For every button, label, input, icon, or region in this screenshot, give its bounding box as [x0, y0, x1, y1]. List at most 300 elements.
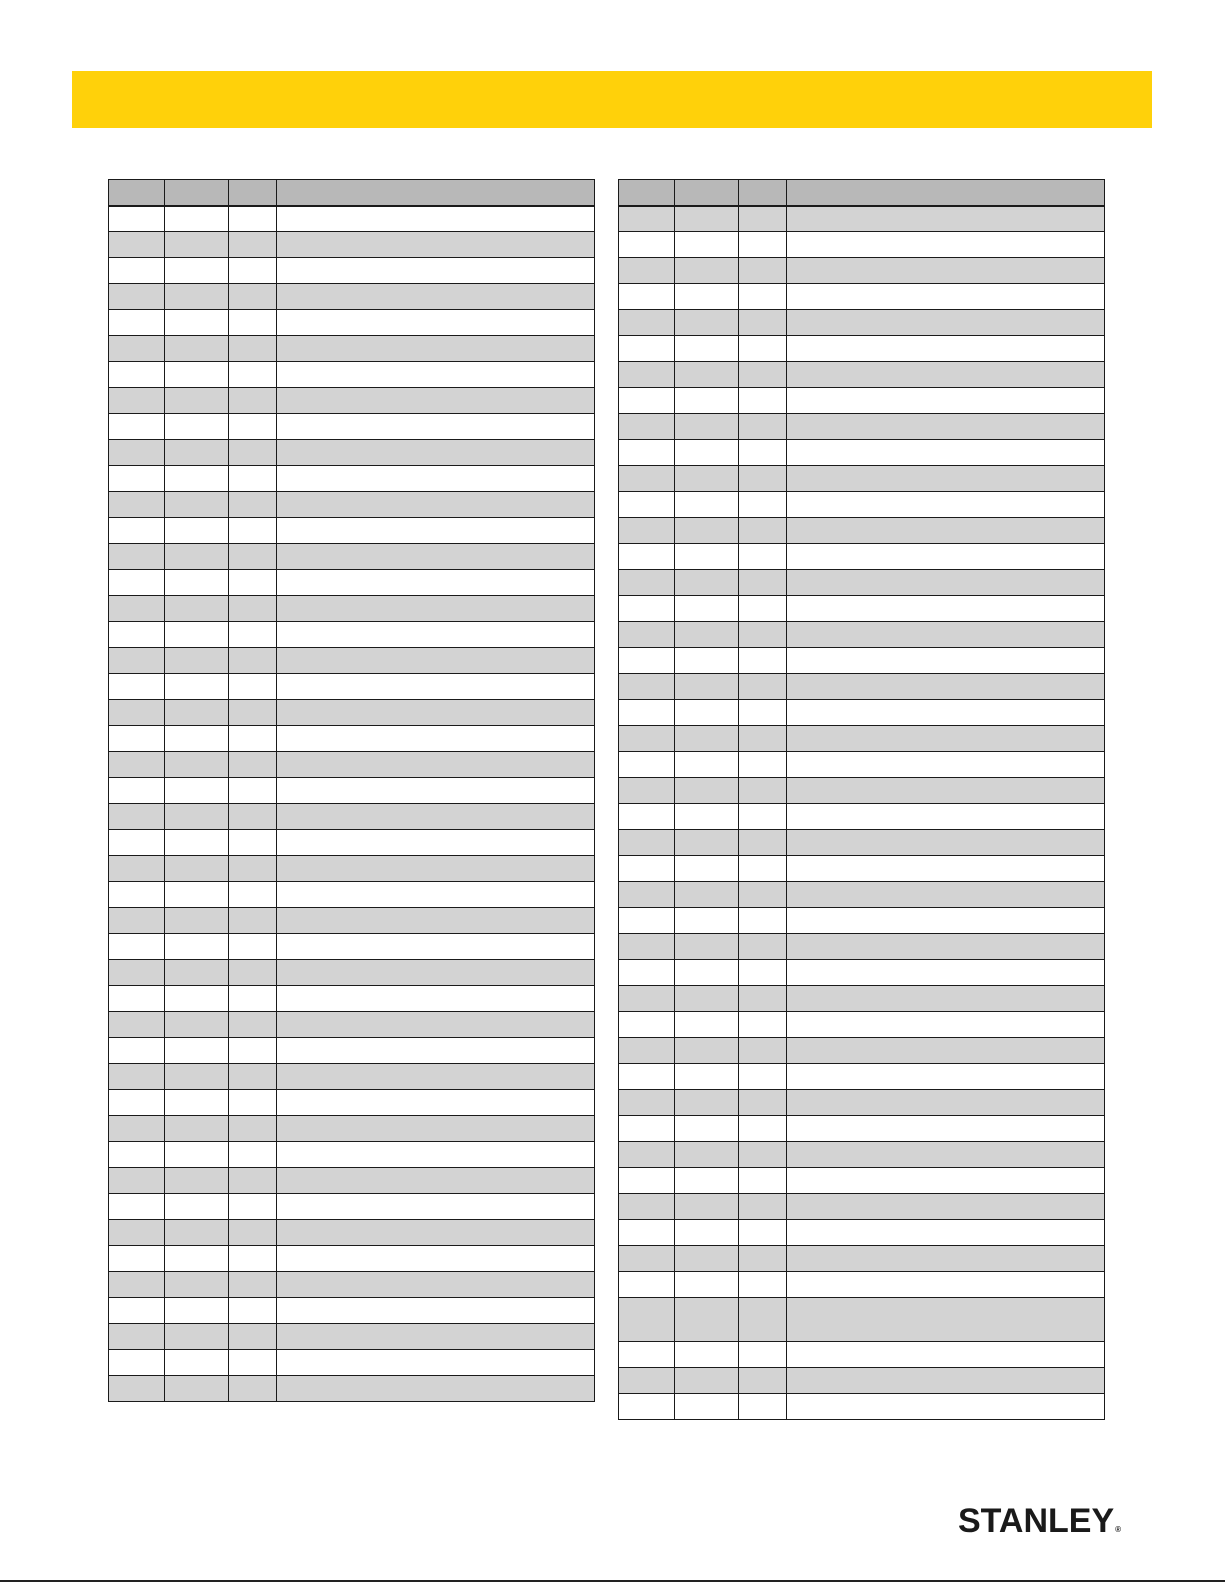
table-cell	[229, 856, 277, 882]
table-row	[619, 1220, 1105, 1246]
table-row	[109, 1012, 595, 1038]
table-cell	[739, 1272, 787, 1298]
table-cell	[109, 518, 165, 544]
table-cell	[109, 466, 165, 492]
table-cell	[277, 1064, 595, 1090]
table-cell	[739, 388, 787, 414]
table-cell	[787, 856, 1105, 882]
table-cell	[619, 1142, 675, 1168]
table-row	[109, 284, 595, 310]
table-cell	[675, 414, 739, 440]
table-row	[109, 908, 595, 934]
table-cell	[165, 1012, 229, 1038]
table-row	[619, 674, 1105, 700]
table-row	[109, 336, 595, 362]
table-cell	[277, 596, 595, 622]
table-cell	[787, 414, 1105, 440]
table-cell	[165, 1272, 229, 1298]
table-cell	[229, 1350, 277, 1376]
table-cell	[787, 752, 1105, 778]
table-cell	[109, 310, 165, 336]
table-row	[109, 414, 595, 440]
table-row	[619, 700, 1105, 726]
table-cell	[787, 1298, 1105, 1342]
table-cell	[675, 1168, 739, 1194]
table-cell	[109, 804, 165, 830]
table-cell	[229, 1168, 277, 1194]
table-cell	[619, 232, 675, 258]
table-cell	[229, 440, 277, 466]
table-cell	[165, 778, 229, 804]
table-row	[619, 1168, 1105, 1194]
table-cell	[165, 440, 229, 466]
table-cell	[165, 1220, 229, 1246]
table-row	[109, 804, 595, 830]
table-cell	[109, 544, 165, 570]
table-cell	[739, 362, 787, 388]
table-cell	[277, 544, 595, 570]
table-cell	[739, 206, 787, 232]
table-cell	[109, 1142, 165, 1168]
table-cell	[739, 752, 787, 778]
table-cell	[675, 700, 739, 726]
column-header	[165, 180, 229, 206]
table-cell	[229, 934, 277, 960]
table-cell	[739, 310, 787, 336]
table-cell	[739, 674, 787, 700]
table-cell	[229, 1324, 277, 1350]
table-cell	[619, 1368, 675, 1394]
table-cell	[277, 258, 595, 284]
table-cell	[619, 1168, 675, 1194]
table-cell	[165, 934, 229, 960]
table-cell	[787, 622, 1105, 648]
table-cell	[675, 310, 739, 336]
table-cell	[787, 1142, 1105, 1168]
table-cell	[109, 440, 165, 466]
table-cell	[109, 622, 165, 648]
table-cell	[675, 336, 739, 362]
table-cell	[675, 908, 739, 934]
table-row	[619, 648, 1105, 674]
table-cell	[787, 830, 1105, 856]
table-cell	[229, 804, 277, 830]
table-cell	[109, 1038, 165, 1064]
table-cell	[277, 1350, 595, 1376]
table-cell	[739, 1342, 787, 1368]
table-cell	[109, 1064, 165, 1090]
table-row	[619, 1368, 1105, 1394]
table-cell	[277, 362, 595, 388]
table-row	[109, 960, 595, 986]
table-cell	[109, 960, 165, 986]
table-row	[619, 362, 1105, 388]
table-row	[619, 336, 1105, 362]
table-cell	[675, 934, 739, 960]
table-cell	[109, 284, 165, 310]
column-header	[619, 180, 675, 206]
table-cell	[787, 804, 1105, 830]
table-cell	[165, 570, 229, 596]
table-cell	[739, 778, 787, 804]
table-cell	[787, 1368, 1105, 1394]
table-cell	[165, 388, 229, 414]
table-cell	[675, 388, 739, 414]
table-cell	[675, 1298, 739, 1342]
table-cell	[277, 1012, 595, 1038]
table-cell	[165, 1168, 229, 1194]
table-cell	[229, 960, 277, 986]
table-cell	[739, 830, 787, 856]
table-cell	[277, 414, 595, 440]
table-cell	[229, 466, 277, 492]
table-cell	[675, 1116, 739, 1142]
column-header	[277, 180, 595, 206]
table-cell	[109, 648, 165, 674]
table-cell	[619, 882, 675, 908]
table-cell	[619, 1394, 675, 1420]
table-row	[619, 986, 1105, 1012]
table-row	[619, 388, 1105, 414]
table-cell	[739, 596, 787, 622]
table-row	[109, 856, 595, 882]
table-cell	[787, 596, 1105, 622]
table-cell	[787, 1220, 1105, 1246]
table-cell	[165, 336, 229, 362]
table-cell	[165, 206, 229, 232]
table-cell	[165, 986, 229, 1012]
table-cell	[739, 804, 787, 830]
table-row	[109, 934, 595, 960]
table-cell	[277, 1142, 595, 1168]
table-cell	[675, 752, 739, 778]
table-cell	[787, 674, 1105, 700]
table-row	[619, 492, 1105, 518]
table-cell	[739, 1142, 787, 1168]
table-cell	[277, 648, 595, 674]
table-cell	[165, 414, 229, 440]
table-cell	[675, 674, 739, 700]
table-cell	[619, 622, 675, 648]
parts-table-left	[108, 179, 595, 1402]
table-cell	[277, 830, 595, 856]
table-row	[109, 466, 595, 492]
table-row	[619, 1012, 1105, 1038]
table-header-row	[619, 180, 1105, 206]
table-cell	[109, 414, 165, 440]
table-cell	[229, 726, 277, 752]
table-cell	[277, 908, 595, 934]
table-cell	[787, 336, 1105, 362]
table-cell	[277, 934, 595, 960]
table-cell	[229, 700, 277, 726]
table-cell	[277, 310, 595, 336]
header-banner	[72, 71, 1152, 128]
table-cell	[229, 908, 277, 934]
table-row	[109, 778, 595, 804]
table-cell	[229, 544, 277, 570]
table-cell	[675, 726, 739, 752]
table-cell	[619, 752, 675, 778]
table-row	[109, 544, 595, 570]
table-cell	[619, 778, 675, 804]
table-cell	[277, 284, 595, 310]
table-cell	[229, 1012, 277, 1038]
table-cell	[675, 1272, 739, 1298]
table-row	[109, 570, 595, 596]
table-cell	[229, 414, 277, 440]
table-cell	[229, 258, 277, 284]
table-cell	[675, 1342, 739, 1368]
table-cell	[739, 232, 787, 258]
table-row	[109, 232, 595, 258]
table-cell	[277, 206, 595, 232]
table-cell	[109, 1116, 165, 1142]
table-cell	[165, 310, 229, 336]
table-row	[619, 1090, 1105, 1116]
table-cell	[787, 440, 1105, 466]
table-cell	[619, 830, 675, 856]
table-cell	[109, 1012, 165, 1038]
table-cell	[109, 1220, 165, 1246]
table-cell	[675, 1246, 739, 1272]
table-row	[109, 1272, 595, 1298]
table-cell	[787, 388, 1105, 414]
table-cell	[739, 960, 787, 986]
table-cell	[739, 622, 787, 648]
table-cell	[739, 700, 787, 726]
table-cell	[277, 674, 595, 700]
table-cell	[229, 1272, 277, 1298]
table-cell	[109, 492, 165, 518]
table-cell	[739, 856, 787, 882]
table-cell	[787, 466, 1105, 492]
table-row	[619, 596, 1105, 622]
table-cell	[619, 1298, 675, 1342]
table-cell	[675, 1368, 739, 1394]
table-row	[109, 1376, 595, 1402]
table-cell	[165, 830, 229, 856]
table-cell	[739, 518, 787, 544]
table-row	[109, 1246, 595, 1272]
table-row	[619, 206, 1105, 232]
table-cell	[675, 648, 739, 674]
table-cell	[277, 882, 595, 908]
column-header	[675, 180, 739, 206]
table-cell	[619, 492, 675, 518]
table-cell	[675, 1142, 739, 1168]
table-row	[109, 362, 595, 388]
table-cell	[739, 1116, 787, 1142]
table-cell	[619, 596, 675, 622]
table-cell	[165, 1194, 229, 1220]
table-row	[619, 856, 1105, 882]
table-cell	[619, 570, 675, 596]
table-row	[619, 1342, 1105, 1368]
table-cell	[619, 336, 675, 362]
table-cell	[787, 1246, 1105, 1272]
table-row	[109, 648, 595, 674]
table-row	[109, 1038, 595, 1064]
table-cell	[787, 258, 1105, 284]
table-cell	[675, 986, 739, 1012]
table-row	[109, 1298, 595, 1324]
registered-mark: ®	[1115, 1525, 1122, 1534]
table-cell	[229, 1090, 277, 1116]
table-cell	[229, 1220, 277, 1246]
table-cell	[229, 1298, 277, 1324]
table-cell	[109, 700, 165, 726]
table-cell	[277, 960, 595, 986]
table-cell	[675, 492, 739, 518]
table-cell	[229, 1038, 277, 1064]
table-cell	[619, 674, 675, 700]
table-header-row	[109, 180, 595, 206]
table-cell	[109, 908, 165, 934]
table-cell	[675, 1038, 739, 1064]
table-cell	[165, 518, 229, 544]
table-cell	[739, 1168, 787, 1194]
table-cell	[675, 1064, 739, 1090]
table-cell	[619, 1194, 675, 1220]
table-cell	[787, 1064, 1105, 1090]
table-cell	[109, 570, 165, 596]
table-cell	[229, 648, 277, 674]
table-cell	[619, 1342, 675, 1368]
table-cell	[787, 882, 1105, 908]
table-cell	[619, 1012, 675, 1038]
table-row	[619, 440, 1105, 466]
table-cell	[229, 596, 277, 622]
table-cell	[619, 1246, 675, 1272]
table-cell	[739, 1394, 787, 1420]
table-cell	[739, 544, 787, 570]
table-cell	[277, 1116, 595, 1142]
table-cell	[619, 544, 675, 570]
table-cell	[619, 388, 675, 414]
table-cell	[739, 284, 787, 310]
table-cell	[619, 960, 675, 986]
table-cell	[277, 1168, 595, 1194]
table-cell	[165, 856, 229, 882]
table-cell	[739, 908, 787, 934]
table-cell	[619, 518, 675, 544]
table-cell	[675, 232, 739, 258]
table-cell	[787, 310, 1105, 336]
table-cell	[109, 856, 165, 882]
table-cell	[787, 284, 1105, 310]
table-cell	[675, 258, 739, 284]
table-cell	[109, 596, 165, 622]
table-cell	[619, 1220, 675, 1246]
table-cell	[109, 336, 165, 362]
table-cell	[229, 1194, 277, 1220]
table-row	[619, 830, 1105, 856]
table-row	[619, 908, 1105, 934]
table-cell	[739, 726, 787, 752]
table-cell	[675, 1394, 739, 1420]
table-cell	[619, 440, 675, 466]
table-row	[109, 388, 595, 414]
table-row	[109, 440, 595, 466]
table-cell	[165, 232, 229, 258]
table-cell	[229, 362, 277, 388]
table-cell	[739, 648, 787, 674]
table-cell	[675, 1220, 739, 1246]
table-cell	[675, 622, 739, 648]
table-cell	[109, 206, 165, 232]
table-cell	[109, 1168, 165, 1194]
table-cell	[787, 1116, 1105, 1142]
table-cell	[165, 1064, 229, 1090]
table-cell	[229, 674, 277, 700]
table-cell	[277, 1038, 595, 1064]
table-cell	[165, 1090, 229, 1116]
logo-text: STANLEY	[958, 1502, 1115, 1540]
table-row	[619, 622, 1105, 648]
table-cell	[109, 362, 165, 388]
table-cell	[229, 206, 277, 232]
table-cell	[619, 414, 675, 440]
table-cell	[787, 934, 1105, 960]
table-cell	[739, 986, 787, 1012]
table-cell	[165, 752, 229, 778]
table-cell	[619, 258, 675, 284]
table-cell	[739, 440, 787, 466]
column-header	[109, 180, 165, 206]
table-cell	[739, 1194, 787, 1220]
table-cell	[787, 544, 1105, 570]
table-cell	[277, 1298, 595, 1324]
table-cell	[619, 726, 675, 752]
table-cell	[739, 336, 787, 362]
table-cell	[619, 206, 675, 232]
table-cell	[277, 1220, 595, 1246]
table-row	[109, 1324, 595, 1350]
table-row	[109, 1090, 595, 1116]
table-cell	[619, 362, 675, 388]
table-cell	[229, 492, 277, 518]
table-cell	[739, 882, 787, 908]
table-cell	[739, 1246, 787, 1272]
table-row	[619, 518, 1105, 544]
table-row	[619, 284, 1105, 310]
table-row	[109, 700, 595, 726]
table-cell	[229, 1064, 277, 1090]
table-cell	[739, 1368, 787, 1394]
table-cell	[787, 518, 1105, 544]
table-row	[619, 1194, 1105, 1220]
table-row	[619, 882, 1105, 908]
table-cell	[165, 362, 229, 388]
table-row	[109, 1350, 595, 1376]
table-cell	[165, 622, 229, 648]
table-row	[109, 596, 595, 622]
table-row	[109, 1142, 595, 1168]
table-cell	[787, 1342, 1105, 1368]
table-cell	[787, 1194, 1105, 1220]
table-cell	[787, 206, 1105, 232]
table-cell	[787, 362, 1105, 388]
table-cell	[739, 1220, 787, 1246]
table-cell	[109, 1194, 165, 1220]
table-row	[619, 570, 1105, 596]
table-cell	[165, 1142, 229, 1168]
table-cell	[619, 1272, 675, 1298]
column-header	[787, 180, 1105, 206]
table-cell	[619, 986, 675, 1012]
table-cell	[619, 856, 675, 882]
